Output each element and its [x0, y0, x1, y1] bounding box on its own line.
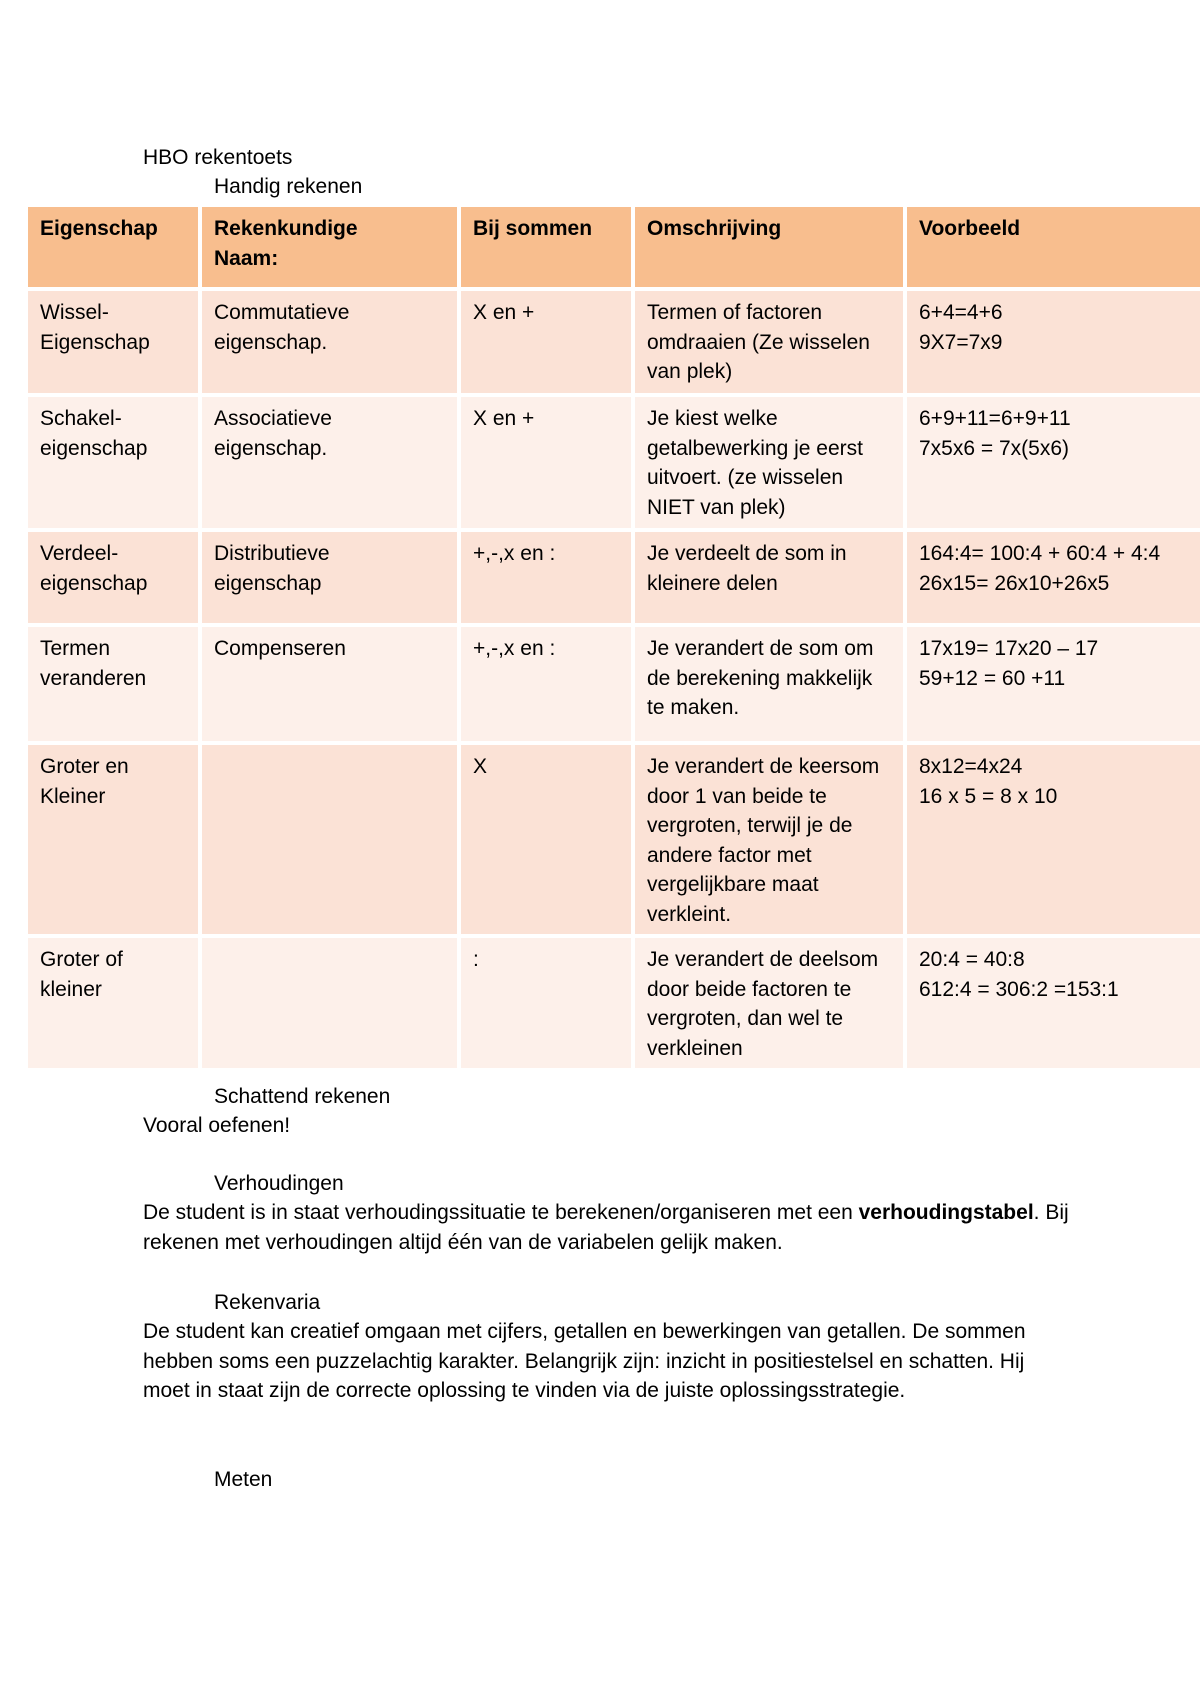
header-eigenschap: Eigenschap [28, 207, 198, 287]
cell-naam: Distributieve eigenschap [202, 532, 457, 623]
cell-bij-sommen: X en + [461, 397, 631, 528]
cell-eigenschap: Wissel- Eigenschap [28, 291, 198, 393]
cell-bij-sommen: +,-,x en : [461, 627, 631, 741]
cell-omschrijving: Je verdeelt de som in kleinere delen [635, 532, 903, 623]
cell-voorbeeld: 20:4 = 40:8 612:4 = 306:2 =153:1 [907, 938, 1200, 1068]
section-heading-handig-rekenen: Handig rekenen [214, 175, 363, 198]
header-rekenkundige-naam: Rekenkundige Naam: [202, 207, 457, 287]
table-row [28, 532, 1200, 623]
cell-voorbeeld: 17x19= 17x20 – 17 59+12 = 60 +11 [907, 627, 1200, 741]
section-heading-schattend-rekenen: Schattend rekenen [214, 1085, 391, 1108]
verhoudingstabel-term: verhoudingstabel [858, 1201, 1034, 1224]
verhoudingen-paragraph: De student is in staat verhoudingssituatie te berekenen/organiseren met een verhoudingstabel. Bij rekenen met verhoudingen altijd één van de variabelen gelijk maken. [143, 1201, 1069, 1254]
header-omschrijving: Omschrijving [635, 207, 903, 287]
cell-naam: Associatieve eigenschap. [202, 397, 457, 528]
section-heading-verhoudingen: Verhoudingen [214, 1172, 344, 1195]
cell-voorbeeld: 164:4= 100:4 + 60:4 + 4:4 26x15= 26x10+26x5 [907, 532, 1200, 623]
cell-bij-sommen: X [461, 745, 631, 934]
rekenvaria-paragraph: De student kan creatief omgaan met cijfers, getallen en bewerkingen van getallen. De sommen hebben soms een puzzelachtig karakter. Belangrijk zijn: inzicht in positiestelsel en schatten. Hij moet in staat zijn de correcte oplossing te vinden via de juiste oplossingsstrategie. [143, 1320, 1026, 1402]
table-row [28, 627, 1200, 741]
header-voorbeeld: Voorbeeld [907, 207, 1200, 287]
cell-bij-sommen: X en + [461, 291, 631, 393]
cell-voorbeeld: 6+9+11=6+9+11 7x5x6 = 7x(5x6) [907, 397, 1200, 528]
schattend-rekenen-text: Vooral oefenen! [143, 1114, 291, 1137]
header-bij-sommen: Bij sommen [461, 207, 631, 287]
table-row [28, 745, 1200, 934]
table-row [28, 397, 1200, 528]
section-heading-meten: Meten [214, 1468, 273, 1491]
table-row [28, 291, 1200, 393]
cell-bij-sommen: : [461, 938, 631, 1068]
handig-rekenen-table [24, 203, 1200, 1072]
cell-naam [202, 745, 457, 934]
cell-voorbeeld: 8x12=4x24 16 x 5 = 8 x 10 [907, 745, 1200, 934]
cell-omschrijving: Termen of factoren omdraaien (Ze wisselen van plek) [635, 291, 903, 393]
cell-eigenschap: Schakel- eigenschap [28, 397, 198, 528]
section-heading-rekenvaria: Rekenvaria [214, 1291, 321, 1314]
cell-naam: Compenseren [202, 627, 457, 741]
cell-naam: Commutatieve eigenschap. [202, 291, 457, 393]
cell-voorbeeld: 6+4=4+6 9X7=7x9 [907, 291, 1200, 393]
cell-eigenschap: Groter en Kleiner [28, 745, 198, 934]
cell-omschrijving: Je verandert de keersom door 1 van beide te vergroten, terwijl je de andere factor met vergelijkbare maat verkleint. [635, 745, 903, 934]
cell-omschrijving: Je verandert de som om de berekening makkelijk te maken. [635, 627, 903, 741]
cell-eigenschap: Verdeel- eigenschap [28, 532, 198, 623]
table-row [28, 938, 1200, 1068]
cell-omschrijving: Je kiest welke getalbewerking je eerst uitvoert. (ze wisselen NIET van plek) [635, 397, 903, 528]
cell-omschrijving: Je verandert de deelsom door beide factoren te vergroten, dan wel te verkleinen [635, 938, 903, 1068]
cell-eigenschap: Groter of kleiner [28, 938, 198, 1068]
cell-bij-sommen: +,-,x en : [461, 532, 631, 623]
table-header-row [28, 207, 1200, 287]
cell-naam [202, 938, 457, 1068]
cell-eigenschap: Termen veranderen [28, 627, 198, 741]
document-title: HBO rekentoets [143, 146, 293, 169]
